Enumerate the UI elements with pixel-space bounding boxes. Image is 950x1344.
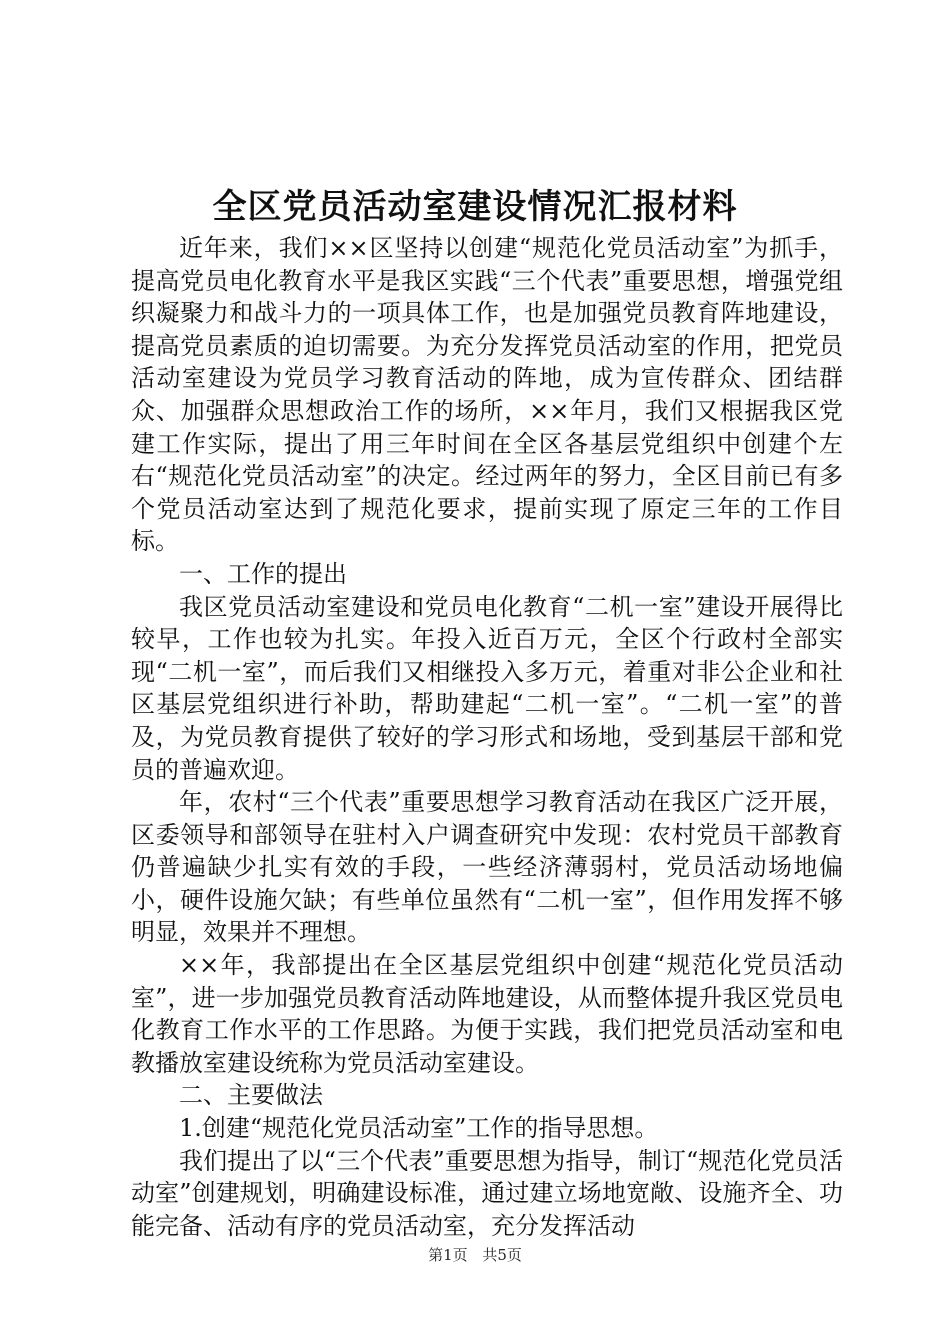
section-heading-1: 一、工作的提出 xyxy=(179,559,347,588)
paragraph-findings: 年，农村“三个代表”重要思想学习教育活动在我区广泛开展，区委领导和部领导在驻村入户调查研究中发现：农村党员干部教育仍普遍缺少扎实有效的手段，一些经济薄弱村，党员活动场地偏小，硬件设施欠缺；有些单位虽然有“二机一室”，但作用发挥不够明显，效果并不理想。 xyxy=(131,788,843,947)
subsection-heading-1: 1.创建“规范化党员活动室”工作的指导思想。 xyxy=(179,1114,659,1143)
paragraph-intro: 近年来，我们××区坚持以创建“规范化党员活动室”为抓手，提高党员电化教育水平是我区实践“三个代表”重要思想，增强党组织凝聚力和战斗力的一项具体工作，也是加强党员教育阵地建设，提高党员素质的迫切需要。为充分发挥党员活动室的作用，把党员活动室建设为党员学习教育活动的阵地，成为宣传群众、团结群众、加强群众思想政治工作的场所，××年月，我们又根据我区党建工作实际，提出了用三年时间在全区各基层党组织中创建个左右“规范化党员活动室”的决定。经过两年的努力，全区目前已有多个党员活动室达到了规范化要求，提前实现了原定三年的工作目标。 xyxy=(131,234,843,556)
document-title: 全区党员活动室建设情况汇报材料 xyxy=(212,187,738,227)
page-footer xyxy=(0,1244,950,1266)
page-number: 第1页 xyxy=(428,1246,468,1264)
section-heading-2: 二、主要做法 xyxy=(179,1081,323,1110)
paragraph-background: 我区党员活动室建设和党员电化教育“二机一室”建设开展得比较早，工作也较为扎实。年投入近百万元，全区个行政村全部实现“二机一室”，而后我们又相继投入多万元，着重对非公企业和社区基层党组织进行补助，帮助建起“二机一室”。“二机一室”的普及，为党员教育提供了较好的学习形式和场地，受到基层干部和党员的普遍欢迎。 xyxy=(131,592,843,784)
document-body xyxy=(131,232,843,1242)
paragraph-guiding-ideology: 我们提出了以“三个代表”重要思想为指导，制订“规范化党员活动室”创建规划，明确建设标准，通过建立场地宽敞、设施齐全、功能完备、活动有序的党员活动室，充分发挥活动 xyxy=(131,1146,843,1240)
paragraph-proposal: ××年，我部提出在全区基层党组织中创建“规范化党员活动室”，进一步加强党员教育活动阵地建设，从而整体提升我区党员电化教育工作水平的工作思路。为便于实践，我们把党员活动室和电教播放室建设统称为党员活动室建设。 xyxy=(131,951,843,1077)
page-total: 共5页 xyxy=(482,1246,522,1264)
